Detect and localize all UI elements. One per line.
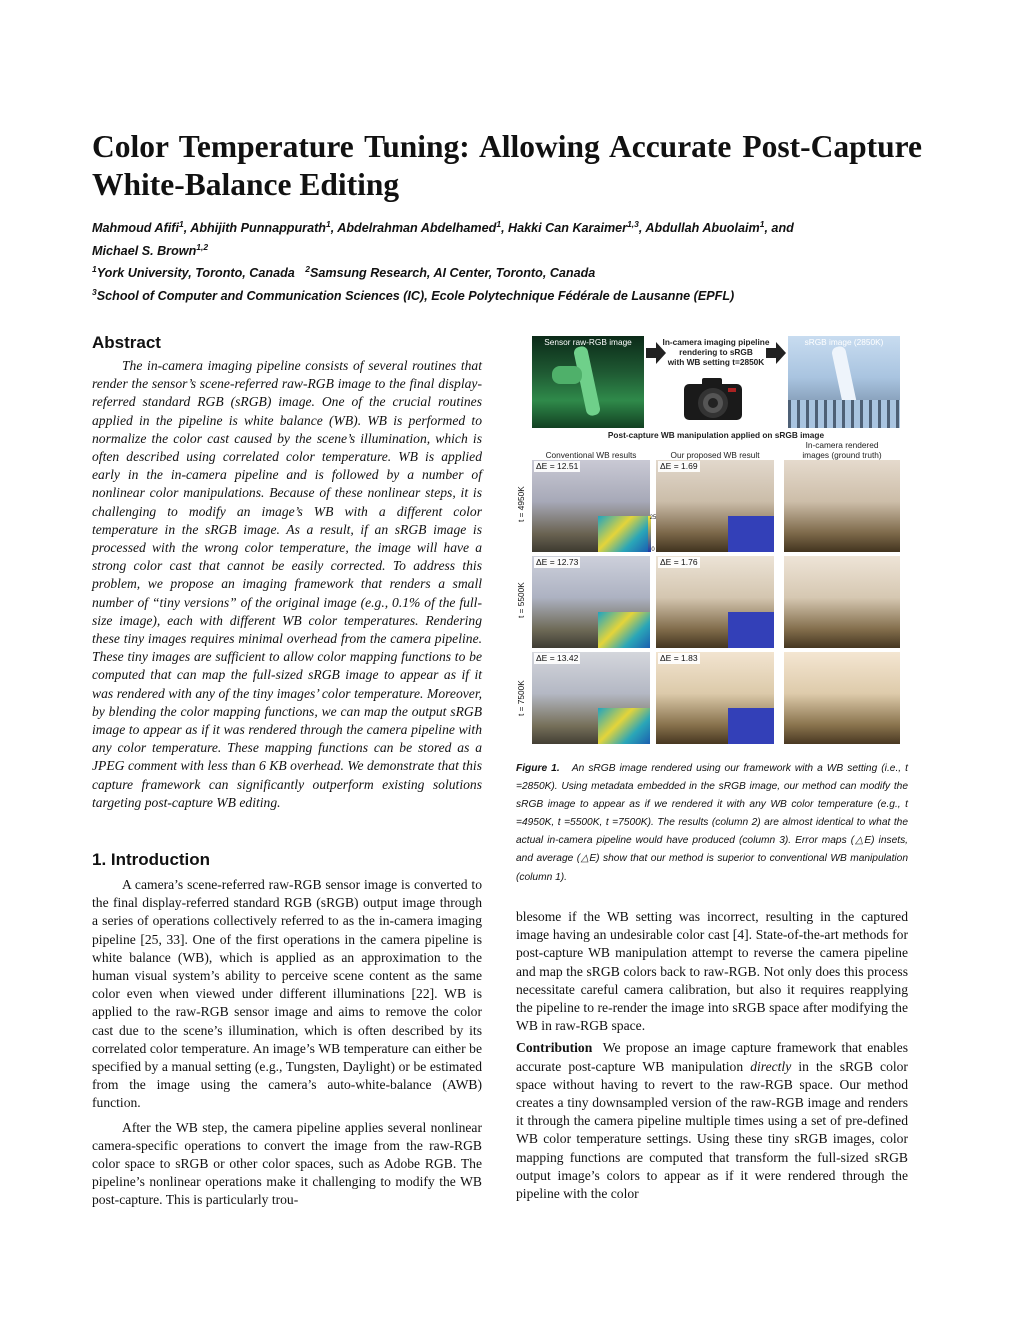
author-name: Michael S. Brown [92, 243, 197, 258]
author-name: , Abdelrahman Abdelhamed [330, 221, 497, 236]
affiliation: York University, Toronto, Canada [96, 266, 295, 281]
author-sup: 1 [325, 219, 331, 229]
body-emphasis: directly [750, 1058, 792, 1074]
author-sup: 1 [759, 219, 765, 229]
author-name: , Abhijith Punnappurath [183, 221, 326, 236]
srgb-image-2850k [788, 336, 900, 428]
author-sup: 1 [178, 219, 184, 229]
abstract-text: The in-camera imaging pipeline consists of several routines that render the sensor’s scene-referred raw-RGB image to the final display-referred standard RGB (sRGB) image. One of the crucial routines applied in the pipeline is white balance (WB). WB is performed to normalize the color cast caused by the scene’s illumination, which is often described using correlated color temperature. WB is applied early in the in-camera pipeline and is followed by a number of nonlinear color manipulations. Because of these nonlinear steps, it is challenging to modify an image’s WB with a different color temperature in the sRGB image. As a result, if an sRGB image is processed with the wrong color temperature, the image will have a strong color cast that cannot be easily corrected. To address this problem, we propose an imaging framework that renders a small number of “tiny versions” of the original image (e.g., 0.1% of the full-size image), each with different WB color temperatures. Rendering these tiny images requires minimal overhead from the camera pipeline. These tiny images are sufficient to allow color mapping functions to be computed that can map the full-sized sRGB image to appear as if it was rendered with any of the tiny images’ color temperature. Moreover, by blending the color mapping functions, we can map the output sRGB image to appear as if it was rendered through the camera pipeline with any color temperature. These mapping functions can be stored as a JPEG comment with less than 6 KB overhead. We demonstrate that this capture framework can significantly outperform existing solutions targeting post-capture WB editing. [92, 358, 482, 810]
ground-truth-label-1: In-camera rendered [805, 440, 879, 450]
figure-1 [516, 336, 907, 748]
error-map-conv [598, 612, 650, 648]
error-map-ours [728, 516, 774, 552]
body-text: We propose an image capture framework that enables accurate post-capture WB manipulation [516, 1040, 908, 1074]
intro-paragraph: After the WB step, the camera pipeline applies several nonlinear camera-specific operations to convert the image from the raw-RGB color space to sRGB or other color spaces, such as Adobe RGB. The pipeline’s nonlinear operations make it challenging to modify the WB post-capture. This is particularly trou- [92, 1119, 482, 1208]
ground-truth-label-2: images (ground truth) [802, 450, 882, 460]
delta-e-ours: ΔE = 1.76 [660, 557, 698, 567]
intro-section [92, 850, 482, 1210]
author-name: , and [764, 221, 794, 236]
affiliation: School of Computer and Communication Sciences (IC), Ecole Polytechnique Fédérale de Lausanne (EPFL) [96, 289, 735, 304]
row-label-t: t = 5500K [516, 582, 526, 618]
error-map-conv [598, 516, 648, 552]
raw-rgb-image [532, 336, 644, 428]
pipeline-label-1: In-camera imaging pipeline [662, 337, 770, 347]
caption-text: An sRGB image rendered using our framework with a WB setting (i.e., t =2850K). Using metadata embedded in the sRGB image, our method can modify the sRGB image to appear as if we rendered it with any WB color temperature (e.g., t =4950K, t =5500K, t =7500K). The results (column 2) are almost identical to what the actual in-camera pipeline would have produced (column 3). Error maps (△E) insets, and average (△E) show that our method is superior to conventional WB manipulation (column 1). [516, 763, 908, 883]
affiliation-line [92, 260, 922, 283]
arrow-right-icon [766, 340, 786, 366]
delta-e-ours: ΔE = 1.83 [660, 653, 698, 663]
pipeline-label-3: with WB setting t=2850K [667, 357, 765, 367]
arrow-right-icon [646, 340, 666, 366]
error-map-conv [598, 708, 650, 744]
row-label-t: t = 7500K [516, 680, 526, 716]
affiliation: Samsung Research, AI Center, Toronto, Canada [310, 266, 596, 281]
delta-e-ours: ΔE = 1.69 [660, 461, 698, 471]
abstract-heading: Abstract [92, 333, 161, 352]
raw-image-label: Sensor raw-RGB image [544, 337, 632, 347]
paper-title: Color Temperature Tuning: Allowing Accurate Post-Capture White-Balance Editing [92, 129, 922, 202]
author-sup: 1,2 [196, 241, 209, 252]
delta-e-conv: ΔE = 12.73 [536, 557, 579, 567]
figure-caption [516, 760, 908, 887]
caption-label: Figure 1. [516, 763, 560, 774]
intro-heading: 1. Introduction [92, 850, 211, 869]
body-text: in the sRGB color space without having to revert to the raw-RGB space. Our method creates a tiny downsampled version of the raw-RGB image and renders it through the camera pipeline multiple times using a set of pre-defined WB color temperature settings. Using these tiny sRGB images, color mapping functions are computed that transform the full-sized sRGB output image’s colors to appear as if it were rendered through the pipeline with the color [516, 1058, 908, 1202]
proposed-label: Our proposed WB result [670, 450, 760, 460]
error-map-ours [728, 708, 774, 744]
author-sup: 1,3 [627, 219, 639, 229]
post-capture-label: Post-capture WB manipulation applied on sRGB image [607, 430, 825, 440]
body-paragraph: blesome if the WB setting was incorrect, resulting in the captured image having an undesirable color cast [4]. State-of-the-art methods for post-capture WB manipulation attempt to reverse the camera pipeline and map the sRGB colors back to raw-RGB. Not only does this process necessitate careful camera calibration, but also it requires reapplying the pipeline to re-render the image into sRGB space after modifying the WB in raw-RGB space. [516, 909, 908, 1034]
intro-paragraph: A camera’s scene-referred raw-RGB sensor image is converted to the final display-referred standard RGB (sRGB) output image through a series of operations collectively referred to as the in-camera imaging pipeline [25, 33]. One of the first operations in the camera pipeline is white balance (WB), which is applied as an approximation to the human visual system’s ability to perceive scene content as the same color even when viewed under different illuminations [22]. WB is applied to the raw-RGB sensor image and aims to remove the color cast due to the scene’s illumination, which is often described by its correlated color temperature. An image’s WB temperature can either be specified by a manual setting (e.g., Tungsten, Daylight) or be estimated from the image using the camera’s auto-white-balance (AWB) function. [92, 877, 482, 1111]
aff-sup: 3 [92, 287, 97, 298]
srgb-image-label: sRGB image (2850K) [804, 337, 884, 347]
delta-e-conv: ΔE = 13.42 [536, 653, 579, 663]
intro-body [92, 876, 482, 1210]
author-name: Mahmoud Afifi [92, 221, 179, 236]
camera-icon [682, 374, 744, 424]
ground-truth-5500k [784, 556, 900, 648]
aff-sup: 1 [92, 264, 97, 275]
author-block [92, 215, 922, 306]
delta-e-conv: ΔE = 12.51 [536, 461, 579, 471]
abstract-section [92, 333, 482, 812]
row-label-t: t = 4950K [516, 486, 526, 522]
ground-truth-4950k [784, 460, 900, 552]
affiliation-line [92, 283, 922, 306]
author-line [92, 215, 922, 238]
contribution-label: Contribution [516, 1040, 593, 1056]
pipeline-label-2: rendering to sRGB [679, 347, 753, 357]
conventional-label: Conventional WB results [545, 450, 637, 460]
author-sup: 1 [496, 219, 502, 229]
abstract-body [92, 357, 482, 812]
author-name: , Hakki Can Karaimer [501, 221, 628, 236]
author-line [92, 238, 922, 261]
colorbar-bottom: 0 [651, 547, 655, 553]
right-column-text [516, 908, 908, 1203]
aff-sup: 2 [305, 264, 311, 275]
error-map-ours [728, 612, 774, 648]
colorbar-top: 25 [649, 515, 657, 521]
ground-truth-7500k [784, 652, 900, 744]
author-name: , Abdullah Abuolaim [638, 221, 760, 236]
